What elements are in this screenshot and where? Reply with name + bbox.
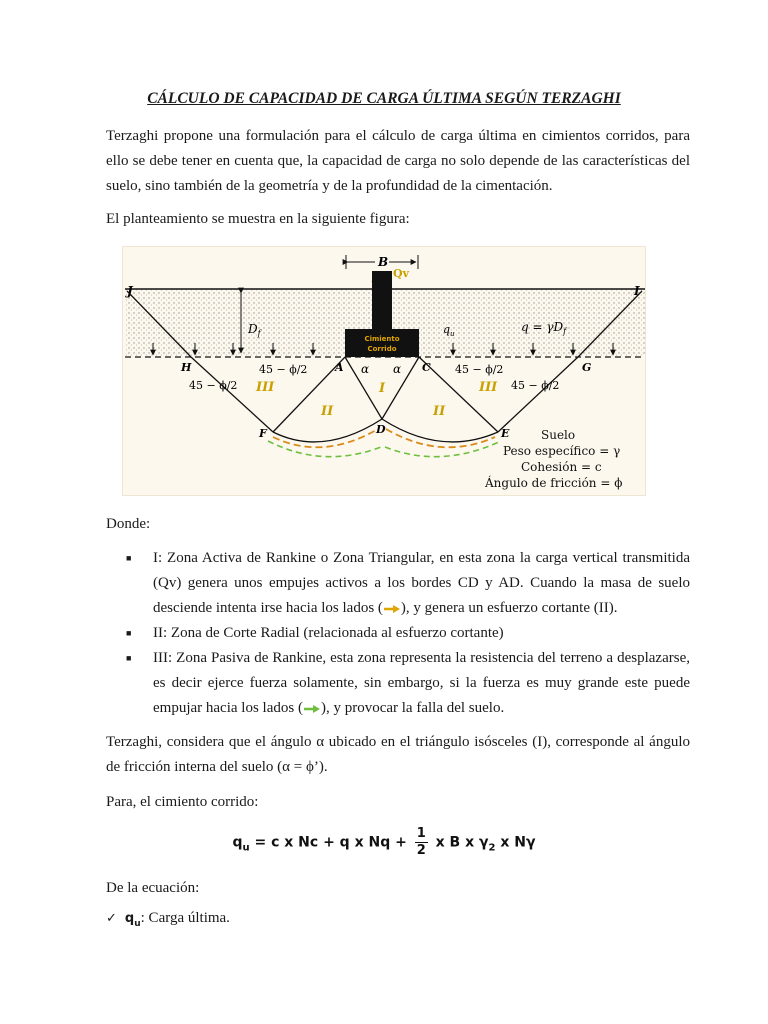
label-E: E [501,427,510,440]
label-F: F [259,427,267,440]
label-zone-III-left: III [256,380,275,395]
bullet-icon: ■ [126,653,132,663]
label-Qv: Qv [393,267,409,280]
label-angle-mid-right: 45 − ϕ/2 [455,363,504,376]
label-angle-mid-left: 45 − ϕ/2 [259,363,308,376]
footing-column [372,271,392,331]
legend-soil: Suelo [541,428,576,442]
label-zone-III-right: III [479,380,498,395]
slip-arrow-green-left [268,441,381,457]
label-zone-I: I [379,381,386,396]
intro-paragraph: Terzaghi propone una formulación para el cálculo de carga última en cimientos corridos, para ello se debe tener en cuenta que, la capacidad de carga no solo depende de las características del suelo, sino también de la geometría y de la profundidad de la cimentación. [106,128,690,194]
orange-arrow-icon [383,604,401,614]
list-item: ■ I: Zona Activa de Rankine o Zona Triangular, en esta zona la carga vertical transmitida (Qv) genera unos empujes activos a los bordes CD y AD. Cuando la masa de suelo desciende intenta irse hacia los lados ( ), y genera un esfuerzo cortante (II). [126,546,690,621]
label-G: G [582,361,592,374]
label-alpha-right: α [393,362,402,376]
label-angle-right: 45 − ϕ/2 [511,379,560,392]
label-B: B [378,255,389,269]
bullet-icon: ■ [126,628,132,638]
label-Df: $D_f$ [248,322,261,338]
terzaghi-figure [122,246,646,496]
bearing-capacity-formula: $q_u = c$ x Nc + q x Nq + $\frac{1}{2}$ x B x $\gamma_2$ x Nγ [232,826,536,858]
footing-label-1: Cimiento [364,335,400,343]
legend-friction: Ángulo de fricción = ϕ [485,476,623,490]
list-item: ■ III: Zona Pasiva de Rankine, esta zona representa la resistencia del terreno a desplazarse, es decir ejerce fuerza solamente, sin embargo, si la fuerza es muy grande este puede empujar hacia los lados ( ), y provocar la falla del suelo. [126,646,690,721]
label-J: J [127,284,133,298]
zones-list [126,546,690,721]
list-item: ■ II: Zona de Corte Radial (relacionada al esfuerzo cortante) [126,621,690,646]
footing-label-2: Corrido [367,345,397,353]
fraction-one-half: $\frac{1}{2}$ [416,826,426,858]
alpha-paragraph: Terzaghi, considera que el ángulo α ubicado en el triángulo isósceles (I), corresponde al ángulo de fricción interna del suelo (α = ϕ’). [106,734,690,775]
terzaghi-diagram [123,247,647,497]
slip-arrow-green-right [385,441,501,457]
de-la-ecuacion-label: De la ecuación: [106,880,200,896]
bullet-icon: ■ [126,553,132,563]
donde-label: Donde: [106,516,151,532]
label-qu: $q_u$ [443,323,455,338]
label-q-eq: $q = \gamma D_f$ [521,320,567,336]
label-A: A [335,361,344,374]
label-zone-II-right: II [433,404,446,419]
green-arrow-icon [303,704,321,714]
cimiento-paragraph: Para, el cimiento corrido: [106,794,259,810]
label-I: I [634,284,640,298]
legend-weight: Peso específico = γ [503,444,621,458]
label-C: C [422,361,431,374]
figure-intro-paragraph: El planteamiento se muestra en la siguiente figura: [106,211,410,227]
page-title: CÁLCULO DE CAPACIDAD DE CARGA ÚLTIMA SEGÚN TERZAGHI [147,90,621,107]
label-H: H [181,361,192,374]
label-angle-left: 45 − ϕ/2 [189,379,238,392]
label-D: D [376,423,386,436]
definition-item-qu: ✓ $q_u$: Carga última. [106,910,230,929]
legend-cohesion: Cohesión = c [521,460,602,474]
label-zone-II-left: II [321,404,334,419]
checkmark-icon: ✓ [106,911,117,926]
label-alpha-left: α [361,362,370,376]
